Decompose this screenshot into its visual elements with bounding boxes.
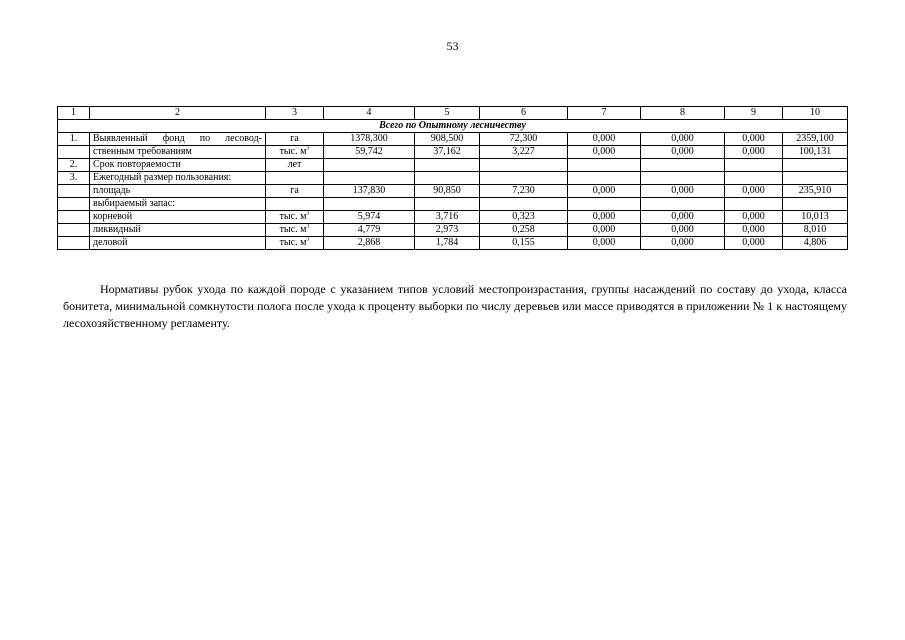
header-cell: 4: [324, 107, 415, 120]
row-unit: [266, 172, 324, 185]
value-cell: [480, 159, 568, 172]
table-row: [58, 211, 848, 224]
value-cell: [415, 159, 480, 172]
table-row: [58, 224, 848, 237]
row-name: деловой: [90, 237, 266, 250]
value-cell: 2359,100: [783, 133, 848, 146]
value-cell: [568, 159, 641, 172]
value-cell: [641, 198, 725, 211]
value-cell: [783, 198, 848, 211]
table-row: [58, 237, 848, 250]
value-cell: 0,323: [480, 211, 568, 224]
page-number: 53: [446, 39, 459, 53]
value-cell: 5,974: [324, 211, 415, 224]
value-cell: [568, 172, 641, 185]
row-name: Срок повторяемости: [90, 159, 266, 172]
value-cell: [783, 159, 848, 172]
value-cell: [568, 198, 641, 211]
row-name: выбираемый запас:: [90, 198, 266, 211]
value-cell: [480, 172, 568, 185]
value-cell: 0,000: [568, 185, 641, 198]
row-unit: [266, 211, 324, 224]
row-unit: [266, 237, 324, 250]
value-cell: [324, 198, 415, 211]
value-cell: 0,000: [568, 211, 641, 224]
value-cell: 1378,300: [324, 133, 415, 146]
value-cell: 0,000: [641, 185, 725, 198]
value-cell: [641, 172, 725, 185]
value-cell: 0,155: [480, 237, 568, 250]
value-cell: [725, 198, 783, 211]
value-cell: 59,742: [324, 146, 415, 159]
value-cell: 3,716: [415, 211, 480, 224]
value-cell: 0,000: [725, 185, 783, 198]
row-number: 3.: [58, 172, 90, 185]
table-row: [58, 133, 848, 146]
value-cell: 0,000: [568, 133, 641, 146]
table-row: [58, 146, 848, 159]
header-cell: 9: [725, 107, 783, 120]
value-cell: 0,000: [725, 237, 783, 250]
row-name: площадь: [90, 185, 266, 198]
section-row: [58, 120, 848, 133]
row-number: [58, 185, 90, 198]
value-cell: [725, 159, 783, 172]
row-unit: лет: [266, 159, 324, 172]
unit-superscript: 3: [306, 236, 310, 243]
unit-superscript: 3: [306, 210, 310, 217]
header-cell: 10: [783, 107, 848, 120]
value-cell: 0,000: [568, 237, 641, 250]
table-row: [58, 198, 848, 211]
value-cell: 0,000: [725, 224, 783, 237]
unit-text: тыс. м: [279, 237, 307, 248]
row-unit: [266, 224, 324, 237]
value-cell: 0,258: [480, 224, 568, 237]
value-cell: 0,000: [641, 211, 725, 224]
value-cell: [324, 159, 415, 172]
value-cell: 0,000: [641, 237, 725, 250]
value-cell: 0,000: [725, 133, 783, 146]
table-row: [58, 172, 848, 185]
header-cell: 2: [90, 107, 266, 120]
value-cell: 4,806: [783, 237, 848, 250]
value-cell: 0,000: [641, 224, 725, 237]
header-cell: 3: [266, 107, 324, 120]
value-cell: 2,868: [324, 237, 415, 250]
value-cell: 0,000: [641, 146, 725, 159]
value-cell: 4,779: [324, 224, 415, 237]
row-number: [58, 224, 90, 237]
value-cell: 137,830: [324, 185, 415, 198]
header-cell: 5: [415, 107, 480, 120]
unit-text: тыс. м: [279, 211, 307, 222]
value-cell: 37,162: [415, 146, 480, 159]
row-unit: га: [266, 133, 324, 146]
row-number: 2.: [58, 159, 90, 172]
value-cell: 72,300: [480, 133, 568, 146]
row-unit: [266, 198, 324, 211]
value-cell: 0,000: [725, 146, 783, 159]
value-cell: 7,230: [480, 185, 568, 198]
value-cell: 0,000: [568, 224, 641, 237]
unit-superscript: 3: [306, 223, 310, 230]
value-cell: 0,000: [641, 133, 725, 146]
value-cell: 0,000: [725, 211, 783, 224]
row-unit: га: [266, 185, 324, 198]
header-cell: 6: [480, 107, 568, 120]
value-cell: [641, 159, 725, 172]
value-cell: 90,850: [415, 185, 480, 198]
row-number: [58, 198, 90, 211]
unit-text: тыс. м: [279, 224, 307, 235]
value-cell: [480, 198, 568, 211]
value-cell: 1,784: [415, 237, 480, 250]
value-cell: 10,013: [783, 211, 848, 224]
header-cell: 8: [641, 107, 725, 120]
row-name: корневой: [90, 211, 266, 224]
value-cell: 3,227: [480, 146, 568, 159]
value-cell: [725, 172, 783, 185]
row-number: [58, 146, 90, 159]
value-cell: 235,910: [783, 185, 848, 198]
value-cell: [324, 172, 415, 185]
value-cell: 908,500: [415, 133, 480, 146]
row-number: [58, 237, 90, 250]
value-cell: [783, 172, 848, 185]
row-unit: [266, 146, 324, 159]
value-cell: [415, 198, 480, 211]
body-paragraph: Нормативы рубок ухода по каждой породе с указанием типов условий местопроизрастания, группы насаждений по составу до ухода, класса бонитета, минимальной сомкнутости полога после ухода к проценту выборки по числу деревьев или массе приводятся в приложении № 1 к настоящему лесохозяйственному регламенту.: [63, 282, 847, 330]
row-number: [58, 211, 90, 224]
row-number: 1.: [58, 133, 90, 146]
row-name: Выявленный фонд по лесовод-: [90, 133, 266, 146]
value-cell: 8,010: [783, 224, 848, 237]
table-row: [58, 159, 848, 172]
header-row: [58, 107, 848, 120]
value-cell: 0,000: [568, 146, 641, 159]
value-cell: 2,973: [415, 224, 480, 237]
row-name: ственным требованиям: [90, 146, 266, 159]
section-title: Всего по Опытному лесничеству: [58, 120, 848, 133]
unit-text: тыс. м: [279, 146, 307, 157]
value-cell: 100,131: [783, 146, 848, 159]
value-cell: [415, 172, 480, 185]
header-cell: 1: [58, 107, 90, 120]
row-name: Ежегодный размер пользования:: [90, 172, 266, 185]
table-row: [58, 185, 848, 198]
header-cell: 7: [568, 107, 641, 120]
row-name: ликвидный: [90, 224, 266, 237]
unit-superscript: 3: [306, 145, 310, 152]
forestry-table: [57, 106, 848, 250]
